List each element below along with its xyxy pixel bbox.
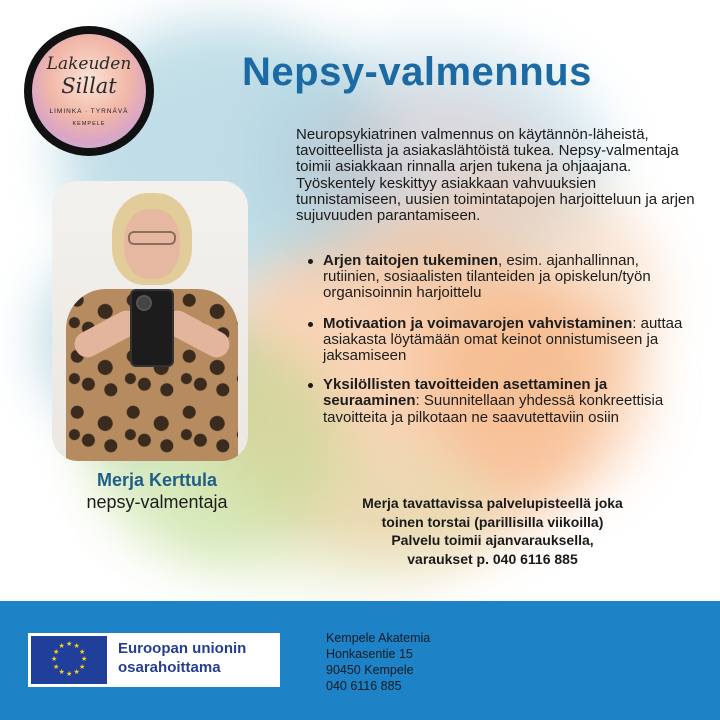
camera-icon <box>136 295 152 311</box>
eu-star-icon: ★ <box>66 671 73 678</box>
address-line: 90450 Kempele <box>326 663 414 677</box>
list-item-text: : auttaa asiakasta löytämään omat keinot onnistumiseen ja jaksamiseen <box>323 314 683 365</box>
list-item <box>306 377 686 426</box>
photo-glasses <box>128 231 176 245</box>
eu-star-icon: ★ <box>78 648 86 656</box>
eu-star-icon: ★ <box>73 668 80 676</box>
logo-text-4: KEMPELE <box>72 121 106 127</box>
coach-role: nepsy-valmentaja <box>86 492 228 512</box>
list-item-text: , esim. ajanhallinnan, rutiinien, sosiaalisten tilanteiden ja opiskelun/työn organisoinnin harjoittelu <box>323 252 651 302</box>
coach-name: Merja Kerttula <box>96 470 218 490</box>
logo-text-3: LIMINKA · TYRNÄVÄ <box>49 108 129 115</box>
address-block <box>326 630 430 694</box>
list-item-heading: Arjen taitojen tukeminen <box>323 252 499 269</box>
intro-paragraph: Neuropsykiatrinen valmennus on käytännön-läheistä, tavoitteellista ja asiakaslähtöistä tukea. Nepsy-valmentaja toimii asiakkaan rinnalla arjen tukena ja ohjaajana. Työskentely keskittyy asiakkaan vahvuuksien tunnistamiseen, uusien toimintatapojen harjoitteluun ja arjen sujuvuuden parantamiseen. <box>296 126 695 225</box>
eu-text-line-2: osarahoittama <box>118 659 221 676</box>
list-item-heading: Motivaation ja voimavarojen vahvistaminen <box>323 314 633 332</box>
list-item <box>306 316 686 365</box>
availability-info <box>320 494 665 568</box>
eu-star-icon: ★ <box>58 643 65 650</box>
eu-flag-icon <box>31 636 107 684</box>
coach-photo <box>52 181 248 461</box>
info-line: Merja tavattavissa palvelupisteellä joka <box>362 495 623 511</box>
address-line: 040 6116 885 <box>326 679 402 693</box>
eu-text-line-1: Euroopan unionin <box>118 640 247 657</box>
info-line: Palvelu toimii ajanvarauksella, <box>391 532 594 548</box>
page-title: Nepsy-valmennus <box>242 50 592 94</box>
eu-star-icon: ★ <box>81 656 88 663</box>
eu-star-icon: ★ <box>66 641 73 648</box>
eu-funding-logo <box>28 633 280 687</box>
logo-text-1: Lakeuden <box>46 54 132 74</box>
service-list <box>306 253 686 426</box>
info-line: toinen torstai (parillisilla viikoilla) <box>381 513 604 530</box>
eu-star-icon: ★ <box>53 663 60 671</box>
logo-text-2: Sillat <box>61 74 117 98</box>
address-line: Kempele Akatemia <box>326 631 431 645</box>
list-item <box>306 253 686 302</box>
list-item-heading: Yksilöllisten tavoitteiden asettaminen ja seuraaminen <box>323 376 608 410</box>
list-item-text: : Suunnitellaan yhdessä konkreettisia tavoitteita ja pilkotaan ne saavutettaviin osiin <box>323 392 664 426</box>
eu-star-icon: ★ <box>73 643 80 650</box>
address-line: Honkasentie 15 <box>326 647 413 661</box>
eu-star-icon: ★ <box>51 656 58 663</box>
eu-star-icon: ★ <box>53 648 60 656</box>
info-line: varaukset p. 040 6116 885 <box>407 550 578 567</box>
lakeuden-sillat-logo <box>24 26 154 156</box>
eu-star-icon: ★ <box>58 668 65 676</box>
eu-star-icon: ★ <box>78 663 86 671</box>
